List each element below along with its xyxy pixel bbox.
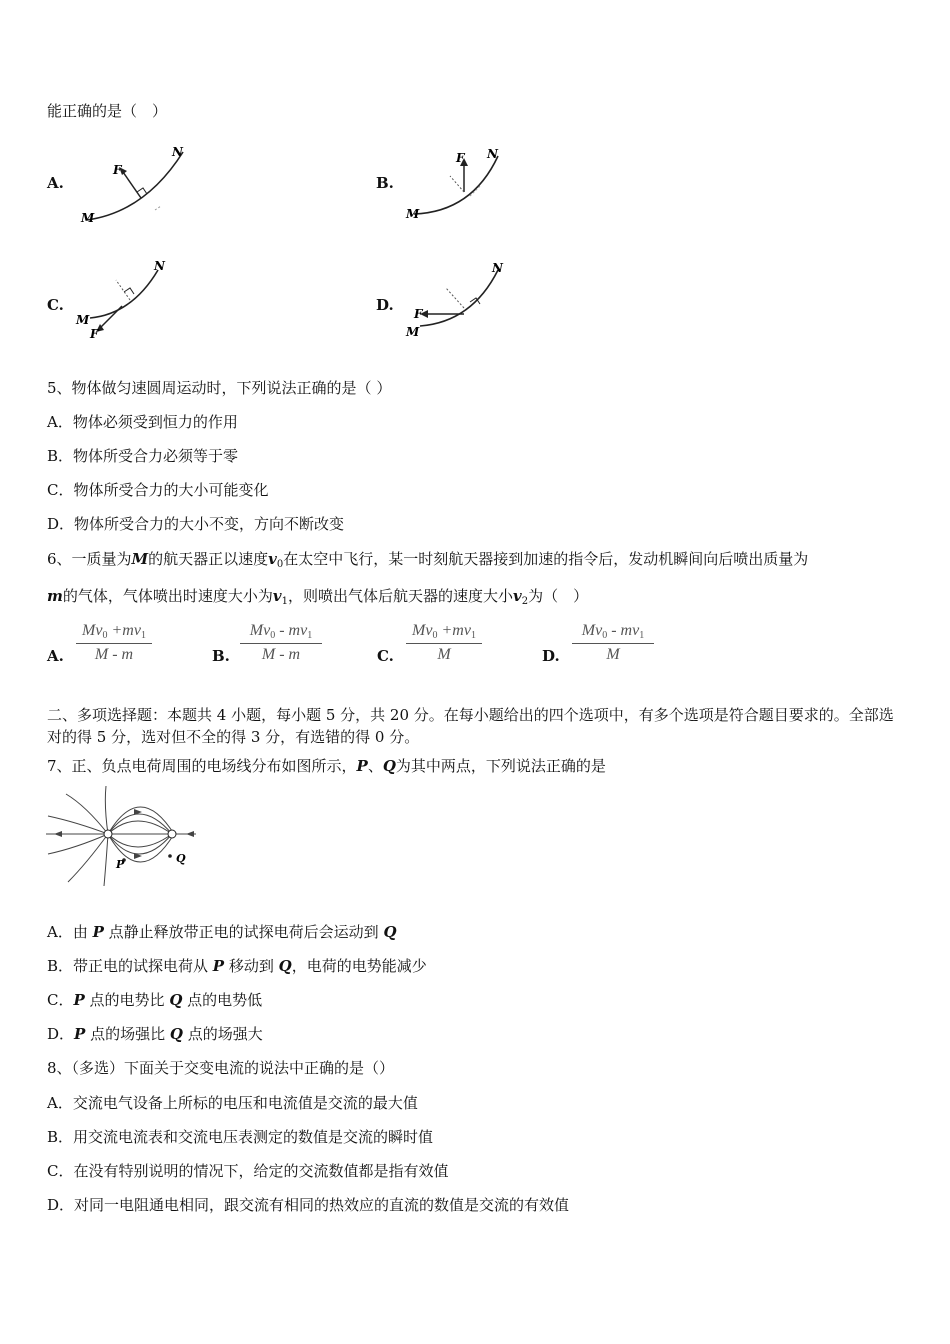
q4-option-d-figure: [402, 258, 512, 342]
label-f: F: [456, 151, 465, 165]
section-2-heading: 二、多项选择题：本题共 4 小题，每小题 5 分，共 20 分。在每小题给出的四个选项中，有多个选项是符合题目要求的。全部选对的得 5 分，选对但不全的得 3 分，有选错的得 0 分。: [47, 706, 894, 746]
q6-option-b-fraction[interactable]: $\frac{Mv0 - mv1}{M - m}$: [240, 622, 322, 664]
force-arrow: [100, 306, 122, 328]
q4-option-c-figure: [72, 258, 182, 342]
trajectory-curve: [420, 270, 498, 326]
q6-option-d-fraction[interactable]: $\frac{Mv0 - mv1}{M}$: [572, 622, 654, 664]
q8-option-c[interactable]: C．在没有特别说明的情况下，给定的交流数值都是指有效值: [47, 1162, 449, 1180]
point-q: [168, 854, 172, 858]
q7-option-d[interactable]: D．P 点的场强比 Q 点的场强大: [47, 1025, 263, 1043]
label-m: M: [406, 325, 420, 339]
q6-option-a-label[interactable]: A.: [47, 647, 64, 665]
tangent-dash: [470, 186, 480, 196]
q4-option-b-label[interactable]: B.: [376, 174, 394, 192]
normal-dash: [450, 176, 464, 192]
label-n: N: [154, 259, 165, 273]
label-m: M: [406, 207, 420, 221]
q6-stem-line2: m的气体，气体喷出时速度大小为$v_1$，则喷出气体后航天器的速度大小$v_2$为（ ）: [47, 587, 589, 607]
q4-option-a-figure: [75, 140, 195, 228]
q4-option-c-label[interactable]: C.: [47, 296, 64, 314]
q5-option-a[interactable]: A．物体必须受到恒力的作用: [47, 413, 238, 431]
q7-stem: 7、正、负点电荷周围的电场线分布如图所示，P、Q为其中两点，下列说法正确的是: [47, 757, 606, 775]
q6-stem-line1: 6、一质量为M的航天器正以速度$v_0$在太空中飞行，某一时刻航天器接到加速的指令后，发动机瞬间向后喷出质量为: [47, 550, 809, 570]
q6-option-c-fraction[interactable]: $\frac{Mv0 +mv1}{M}$: [406, 622, 482, 664]
label-p: P: [116, 858, 125, 871]
q8-stem: 8、（多选）下面关于交变电流的说法中正确的是（）: [47, 1059, 395, 1077]
force-arrow: [123, 172, 141, 198]
negative-charge: [168, 830, 176, 838]
q4-stem-tail: 能正确的是（ ）: [47, 102, 168, 120]
q4-option-d-label[interactable]: D.: [376, 296, 394, 314]
q5-option-b[interactable]: B．物体所受合力必须等于零: [47, 447, 239, 465]
q8-option-d[interactable]: D．对同一电阻通电相同，跟交流有相同的热效应的直流的数值是交流的有效值: [47, 1196, 570, 1214]
q7-field-line-figure: [46, 786, 196, 886]
trajectory-curve: [87, 152, 183, 220]
q8-option-a[interactable]: A．交流电气设备上所标的电压和电流值是交流的最大值: [47, 1094, 418, 1112]
q6-option-b-label[interactable]: B.: [212, 647, 230, 665]
q6-option-a-fraction[interactable]: $\frac{Mv0 +mv1}{M - m}$: [76, 622, 152, 664]
tangent-dash: [155, 206, 161, 210]
label-n: N: [172, 145, 183, 159]
label-n: N: [487, 147, 498, 161]
label-q: Q: [176, 852, 186, 865]
label-m: M: [76, 313, 90, 327]
q5-option-c[interactable]: C．物体所受合力的大小可能变化: [47, 481, 269, 499]
q4-option-b-figure: [402, 144, 512, 228]
q8-option-b[interactable]: B．用交流电流表和交流电压表测定的数值是交流的瞬时值: [47, 1128, 434, 1146]
q7-option-c[interactable]: C．P 点的电势比 Q 点的电势低: [47, 991, 263, 1009]
label-f: F: [113, 163, 122, 177]
normal-dash: [446, 288, 464, 308]
q7-option-a[interactable]: A．由 P 点静止释放带正电的试探电荷后会运动到 Q: [47, 923, 397, 941]
q7-option-b[interactable]: B．带正电的试探电荷从 P 移动到 Q，电荷的电势能减少: [47, 957, 427, 975]
q6-option-d-label[interactable]: D.: [542, 647, 560, 665]
label-f: F: [90, 327, 99, 341]
q6-option-c-label[interactable]: C.: [377, 647, 394, 665]
label-m: M: [81, 211, 95, 225]
label-f: F: [414, 307, 423, 321]
q4-option-a-label[interactable]: A.: [47, 174, 64, 192]
trajectory-curve: [90, 270, 158, 318]
positive-charge: [104, 830, 112, 838]
q5-stem: 5、物体做匀速圆周运动时，下列说法正确的是（ ）: [47, 379, 392, 397]
label-n: N: [492, 261, 503, 275]
q5-option-d[interactable]: D．物体所受合力的大小不变，方向不断改变: [47, 515, 345, 533]
